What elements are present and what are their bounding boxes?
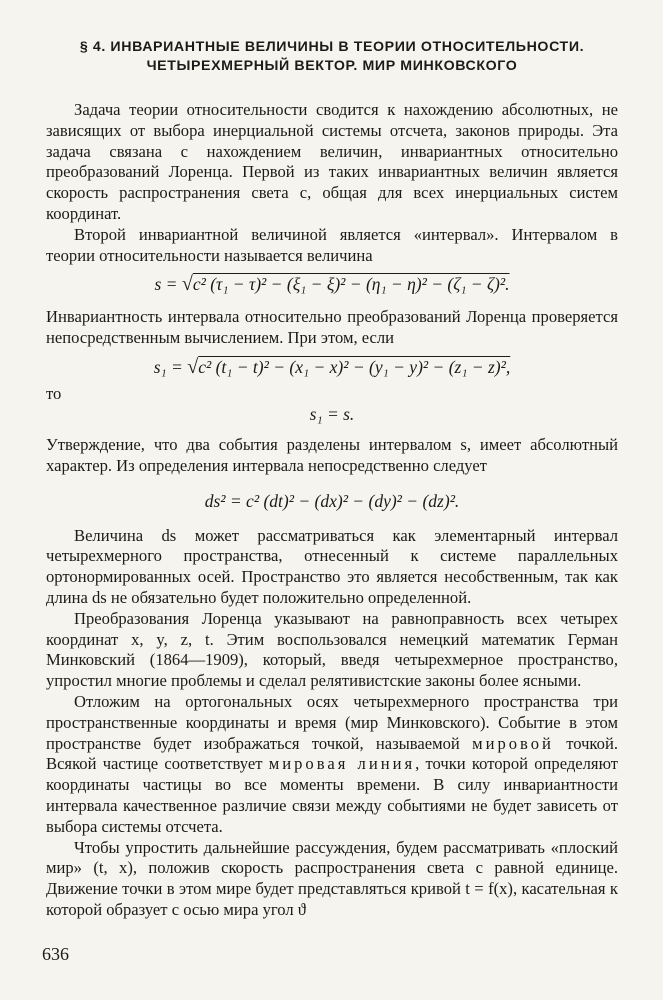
page-body	[46, 38, 618, 921]
interval-formula-lhs: s =	[154, 274, 182, 295]
word-to: то	[46, 383, 62, 403]
interval-formula-primed	[46, 357, 618, 378]
paragraph-3: Инвариантность интервала относительно преобразований Лоренца проверяется непосредственным вычислением. При этом, если	[46, 307, 618, 348]
section-title	[46, 38, 618, 76]
paragraph-4: Утверждение, что два события разделены интервалом s, имеет абсолютный характер. Из определения интервала непосредственно следует	[46, 434, 618, 475]
differential-interval-formula: ds² = c² (dt)² − (dx)² − (dy)² − (dz)².	[204, 490, 460, 511]
paragraph-6: Преобразования Лоренца указывают на равноправность всех четырех координат x, y, z, t. Этим воспользовался немецкий математик Герман Минковский (1864—1909), который, введя четырехмерное пространство, упростил многие проблемы и сделал релятивистские законы более ясными.	[46, 608, 618, 691]
invariance-equation: s₁ = s.	[309, 403, 355, 424]
page-number: 636	[42, 944, 69, 964]
paragraph-7-part-b: точкой. Всякой частице соответствует	[46, 733, 618, 774]
interval-formula-primed-lhs: s₁ =	[153, 356, 188, 377]
term-world-point: мировой	[472, 733, 554, 753]
section-title-line-2: ЧЕТЫРЕХМЕРНЫЙ ВЕКТОР. МИР МИНКОВСКОГО	[146, 58, 518, 74]
interval-formula-primed-radicand: c² (t₁ − t)² − (x₁ − x)² − (y₁ − y)² − (z₁ − z)²,	[198, 356, 511, 377]
paragraph-7-part-a: Отложим на ортогональных осях четырехмерного пространства три пространственные координаты и время (мир Минковского). Событие в этом пространстве будет изображаться точкой, называемой	[46, 691, 618, 753]
section-title-line-1: § 4. ИНВАРИАНТНЫЕ ВЕЛИЧИНЫ В ТЕОРИИ ОТНОСИТЕЛЬНОСТИ.	[79, 39, 585, 55]
sqrt-symbol: √	[181, 273, 193, 296]
sqrt-symbol: √	[187, 355, 199, 378]
paragraph-7-part-c: , точки которой определяют координаты частицы во все моменты времени. В силу инвариантности интервала качественное различие связи между событиями не будет зависеть от выбора системы отсчета.	[46, 754, 618, 836]
interval-formula	[46, 274, 618, 295]
paragraph-2: Второй инвариантной величиной является «интервал». Интервалом в теории относительности называется величина	[46, 224, 618, 265]
paragraph-8: Чтобы упростить дальнейшие рассуждения, будем рассматривать «плоский мир» (t, x), положив скорость распространения света c равной единице. Движение точки в этом мире будет представляться кривой t = f(x), касательная к которой образует с осью мира угол ϑ	[46, 837, 618, 919]
term-world-line: мировая линия	[268, 754, 416, 774]
paragraph-7	[46, 692, 618, 838]
paragraph-5: Величина ds может рассматриваться как элементарный интервал четырехмерного пространства, отнесенный к системе параллельных ортонормированных осей. Пространство это является несобственным, так как длина ds не обязательно будет положительно определенной.	[46, 525, 618, 607]
paragraph-1: Задача теории относительности сводится к нахождению абсолютных, не зависящих от выбора инерциальной системы отсчета, законов природы. Эта задача связана с нахождением величин, инвариантных относительно преобразований Лоренца. Первой из таких инвариантных величин является скорость распространения света c, общая для всех инерциальных систем координат.	[46, 100, 618, 223]
interval-formula-radicand: c² (τ₁ − τ)² − (ξ₁ − ξ)² − (η₁ − η)² − (ζ₁ − ζ)².	[192, 274, 510, 295]
